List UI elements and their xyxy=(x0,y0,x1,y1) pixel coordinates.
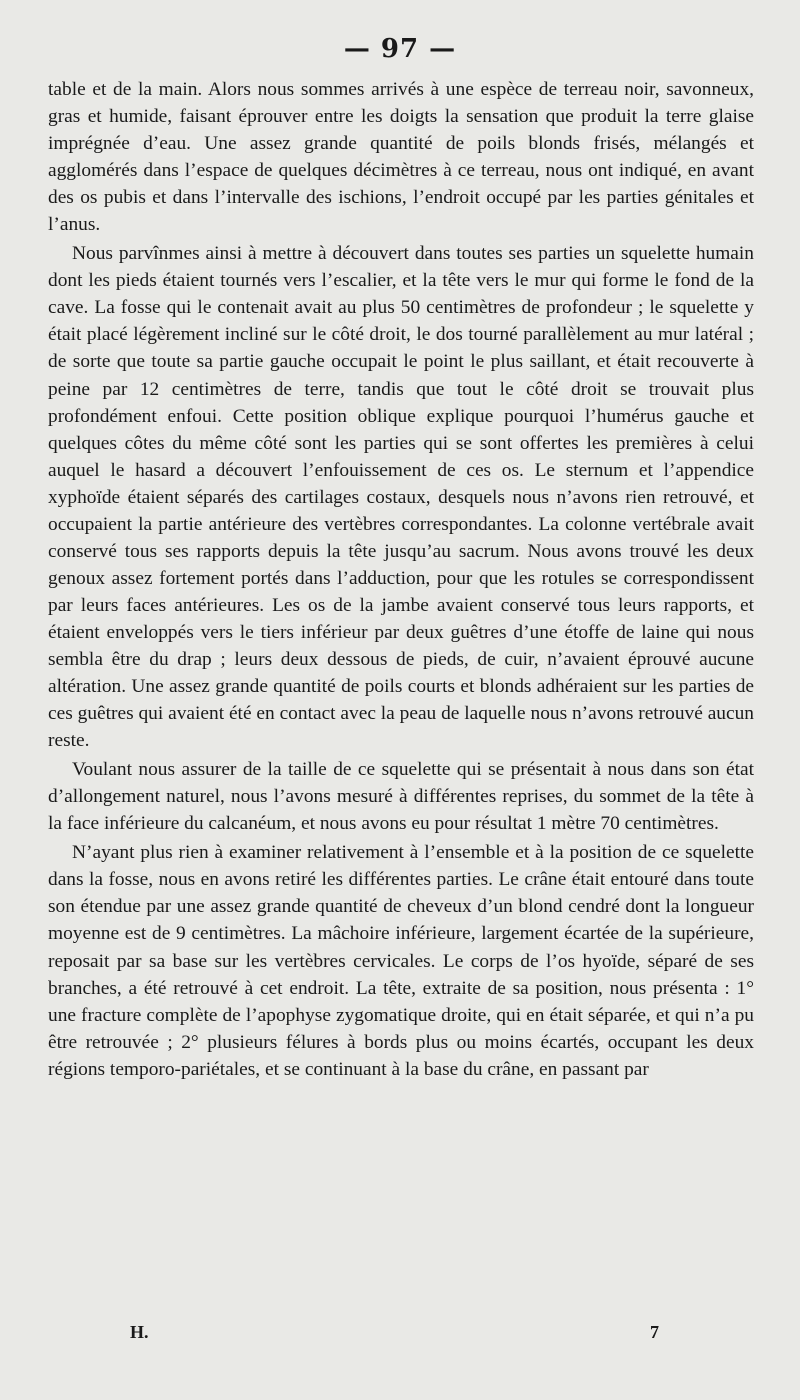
signature-mark: H. xyxy=(130,1322,149,1342)
paragraph-3: Voulant nous assurer de la taille de ce squelette qui se présentait à nous dans son état d’allongement naturel, nous l’avons mesuré à différentes reprises, du sommet de la tête à la face inférieure du calcanéum, et nous avons eu pour résultat 1 mètre 70 centimètres. xyxy=(48,759,754,835)
paragraph-2: Nous parvînmes ainsi à mettre à découvert dans toutes ses parties un squelette humain dont les pieds étaient tournés vers l’escalier, et la tête vers le mur qui forme le fond de la cave. La fosse qui le contenait avait au plus 50 centimètres de profondeur ; le squelette y était placé légèrement incliné sur le côté droit, le dos tourné parallèlement au mur latéral ; de sorte que toute sa partie gauche occupait le point le plus saillant, et était recouverte à peine par 12 centimètres de terre, tandis que tout le côté droit se trouvait plus profondément enfoui. Cette position oblique explique pourquoi l’humérus gauche et quelques côtes du même côté sont les parties qui se sont offertes les premières à celui auquel le hasard a découvert l’enfouissement de ces os. Le sternum et l’appendice xyphoïde étaient séparés des cartilages costaux, desquels nous n’avons rien retrouvé, et occupaient la partie antérieure des vertèbres correspondantes. La colonne vertébrale avait conservé tous ses rapports depuis la tête jusqu’au sacrum. Nous avons trouvé les deux genoux assez fortement portés dans l’adduction, pour que les rotules se correspondissent par leurs faces antérieures. Les os de la jambe avaient conservé tous leurs rapports, et étaient enveloppés vers le tiers inférieur par deux guêtres d’une étoffe de laine qui nous sembla être du drap ; leurs deux dessous de pieds, de cuir, n’avaient éprouvé aucune altération. Une assez grande quantité de poils courts et blonds adhéraient sur les parties de ces guêtres qui avaient été en contact avec la peau de laquelle nous n’avons retrouvé aucun reste. xyxy=(48,243,754,752)
page-footer xyxy=(0,1322,800,1352)
body-text xyxy=(48,76,754,1083)
paragraph-4: N’ayant plus rien à examiner relativement à l’ensemble et à la position de ce squelette dans la fosse, nous en avons retiré les différentes parties. Le crâne était entouré dans toute son étendue par une assez grande quantité de cheveux d’un blond cendré dont la longueur moyenne est de 9 centimètres. La mâchoire inférieure, largement écartée de la supérieure, reposait par sa base sur les vertèbres cervicales. Le corps de l’os hyoïde, séparé de ses branches, a été retrouvé à cet endroit. La tête, extraite de sa position, nous présenta : 1° une fracture complète de l’apophyse zygomatique droite, qui en était séparée, et qui n’a pu être retrouvée ; 2° plusieurs félures à bords plus ou moins écartés, occupant les deux régions temporo-pariétales, et se continuant à la base du crâne, en passant par xyxy=(48,842,754,1080)
page-number: — 97 — xyxy=(343,34,457,64)
paragraph-1: table et de la main. Alors nous sommes arrivés à une espèce de terreau noir, savonneux, gras et humide, faisant éprouver entre les doigts la sensation que produit la terre glaise imprégnée d’eau. Une assez grande quantité de poils blonds frisés, mélangés et agglomérés dans l’espace de quelques décimètres à ce terreau, nous ont indiqué, en avant des os pubis et dans l’intervalle des ischions, l’endroit occupé par les parties génitales et l’anus. xyxy=(48,79,754,236)
sheet-number: 7 xyxy=(650,1322,659,1342)
